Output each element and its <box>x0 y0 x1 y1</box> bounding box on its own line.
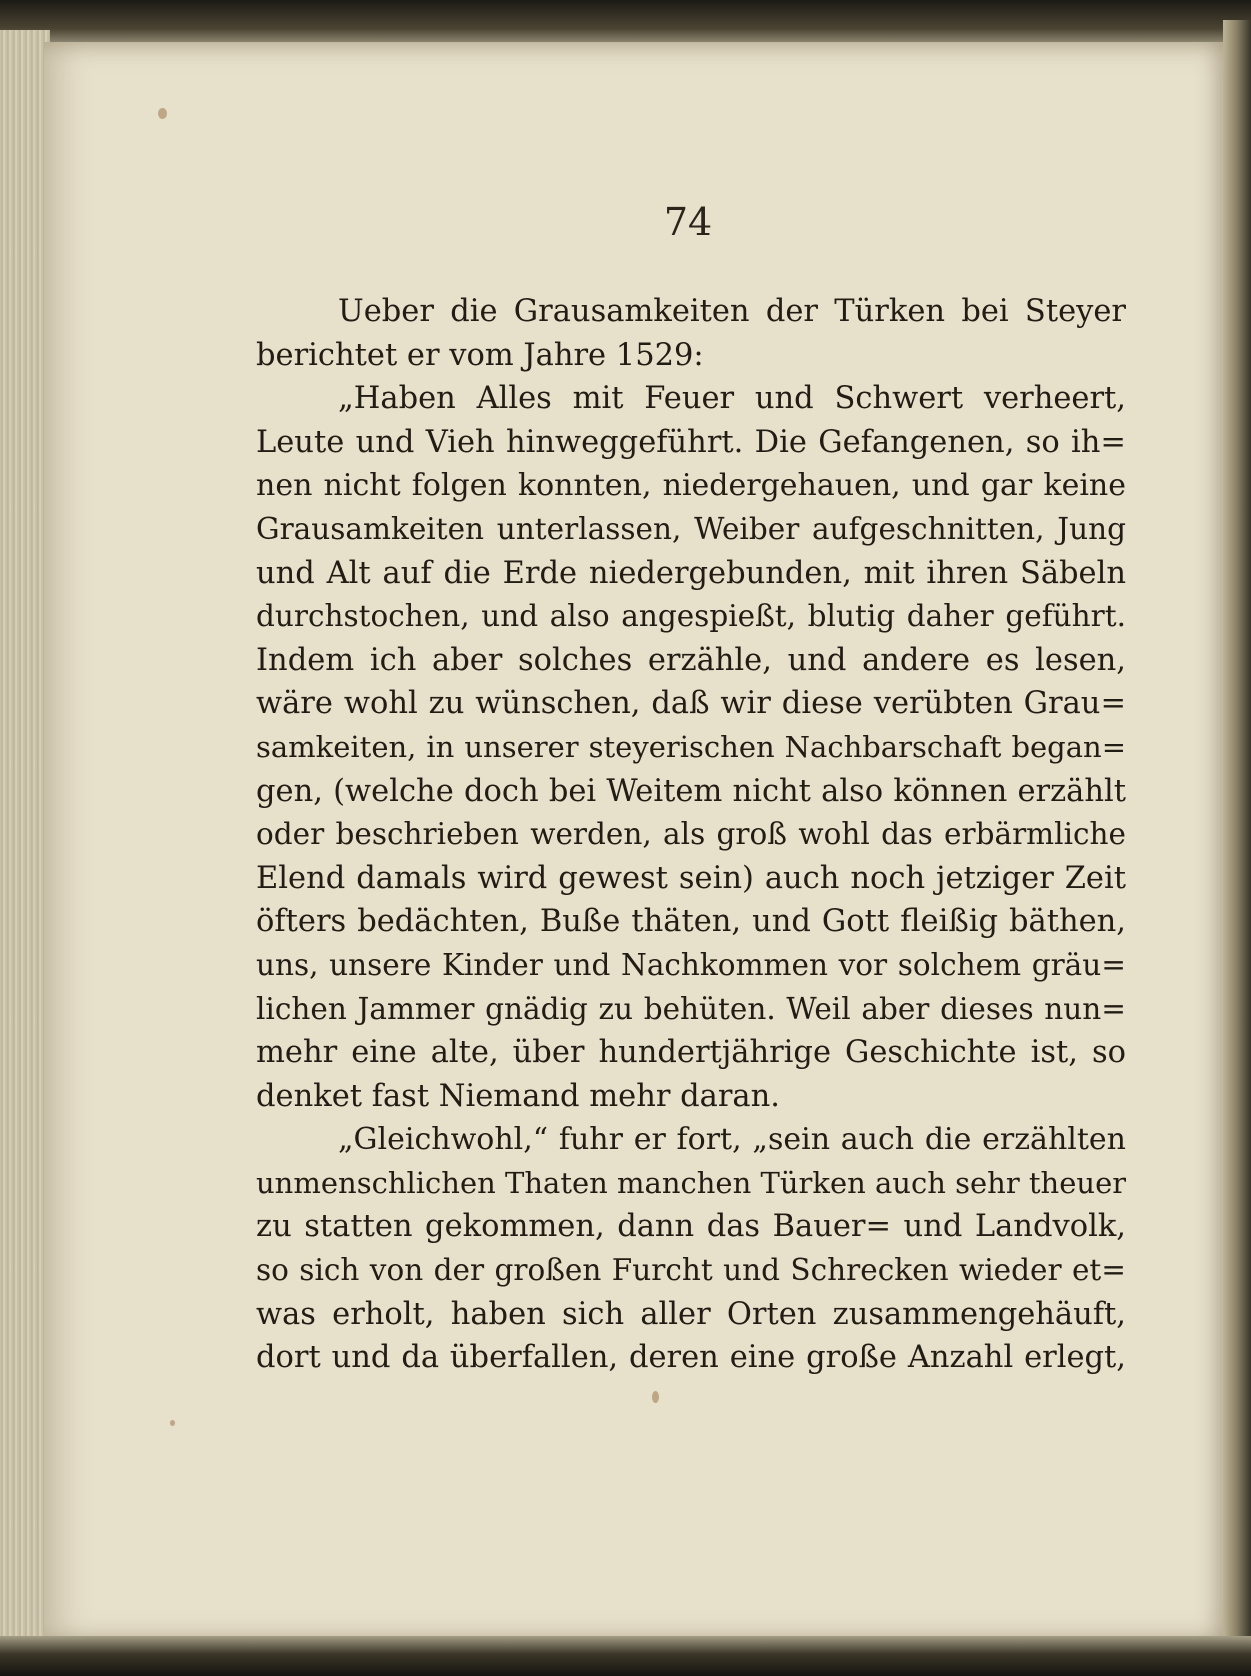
text-line: „Haben Alles mit Feuer und Schwert verheert, <box>338 381 1126 417</box>
body-text <box>256 290 1126 1380</box>
paper-stain <box>170 1420 175 1426</box>
text-line: denket fast Niemand mehr daran. <box>256 1078 780 1114</box>
text-line: uns, unsere Kinder und Nachkommen vor solchem gräu= <box>256 947 1126 982</box>
text-line: gen, (welche doch bei Weitem nicht also können erzählt <box>256 773 1126 809</box>
text-line: oder beschrieben werden, als groß wohl das erbärmliche <box>256 817 1126 852</box>
book-top-edge <box>0 0 1251 48</box>
book-right-edge <box>1223 20 1251 1660</box>
text-line: samkeiten, in unserer steyerischen Nachbarschaft began= <box>256 729 1126 764</box>
book-bottom-edge <box>0 1636 1251 1676</box>
text-line: „Gleichwohl,“ fuhr er fort, „sein auch die erzählten <box>338 1122 1126 1158</box>
text-line: und Alt auf die Erde niedergebunden, mit ihren Säbeln <box>256 555 1126 591</box>
text-line: unmenschlichen Thaten manchen Türken auch sehr theuer <box>256 1165 1126 1200</box>
text-line: Ueber die Grausamkeiten der Türken bei Steyer <box>338 294 1126 329</box>
paper-stain <box>158 108 167 119</box>
text-line: wäre wohl zu wünschen, daß wir diese verübten Grau= <box>256 686 1126 722</box>
text-line: Indem ich aber solches erzähle, und andere es lesen, <box>256 642 1126 678</box>
page-stack-left <box>0 30 50 1640</box>
page-number: 74 <box>663 200 713 244</box>
text-line: öfters bedächten, Buße thäten, und Gott fleißig bäthen, <box>256 904 1126 940</box>
text-line: was erholt, haben sich aller Orten zusammengehäuft, <box>256 1296 1126 1332</box>
text-line: berichtet er vom Jahre 1529: <box>256 337 704 373</box>
text-line: zu statten gekommen, dann das Bauer= und Landvolk, <box>256 1209 1126 1245</box>
paper-stain <box>652 1391 659 1403</box>
text-line: Leute und Vieh hinweggeführt. Die Gefangenen, so ih= <box>256 424 1126 460</box>
text-line: dort und da überfallen, deren eine große Anzahl erlegt, <box>256 1340 1126 1376</box>
text-line: mehr eine alte, über hundertjährige Geschichte ist, so <box>256 1035 1126 1071</box>
text-line: Elend damals wird gewest sein) auch noch jetziger Zeit <box>256 860 1126 896</box>
text-line: lichen Jammer gnädig zu behüten. Weil aber dieses nun= <box>256 991 1126 1026</box>
text-line: durchstochen, und also angespießt, blutig daher geführt. <box>256 599 1126 634</box>
text-line: so sich von der großen Furcht und Schrecken wieder et= <box>256 1253 1126 1288</box>
text-line: nen nicht folgen konnten, niedergehauen, und gar keine <box>256 468 1126 504</box>
text-line: Grausamkeiten unterlassen, Weiber aufgeschnitten, Jung <box>256 511 1126 546</box>
